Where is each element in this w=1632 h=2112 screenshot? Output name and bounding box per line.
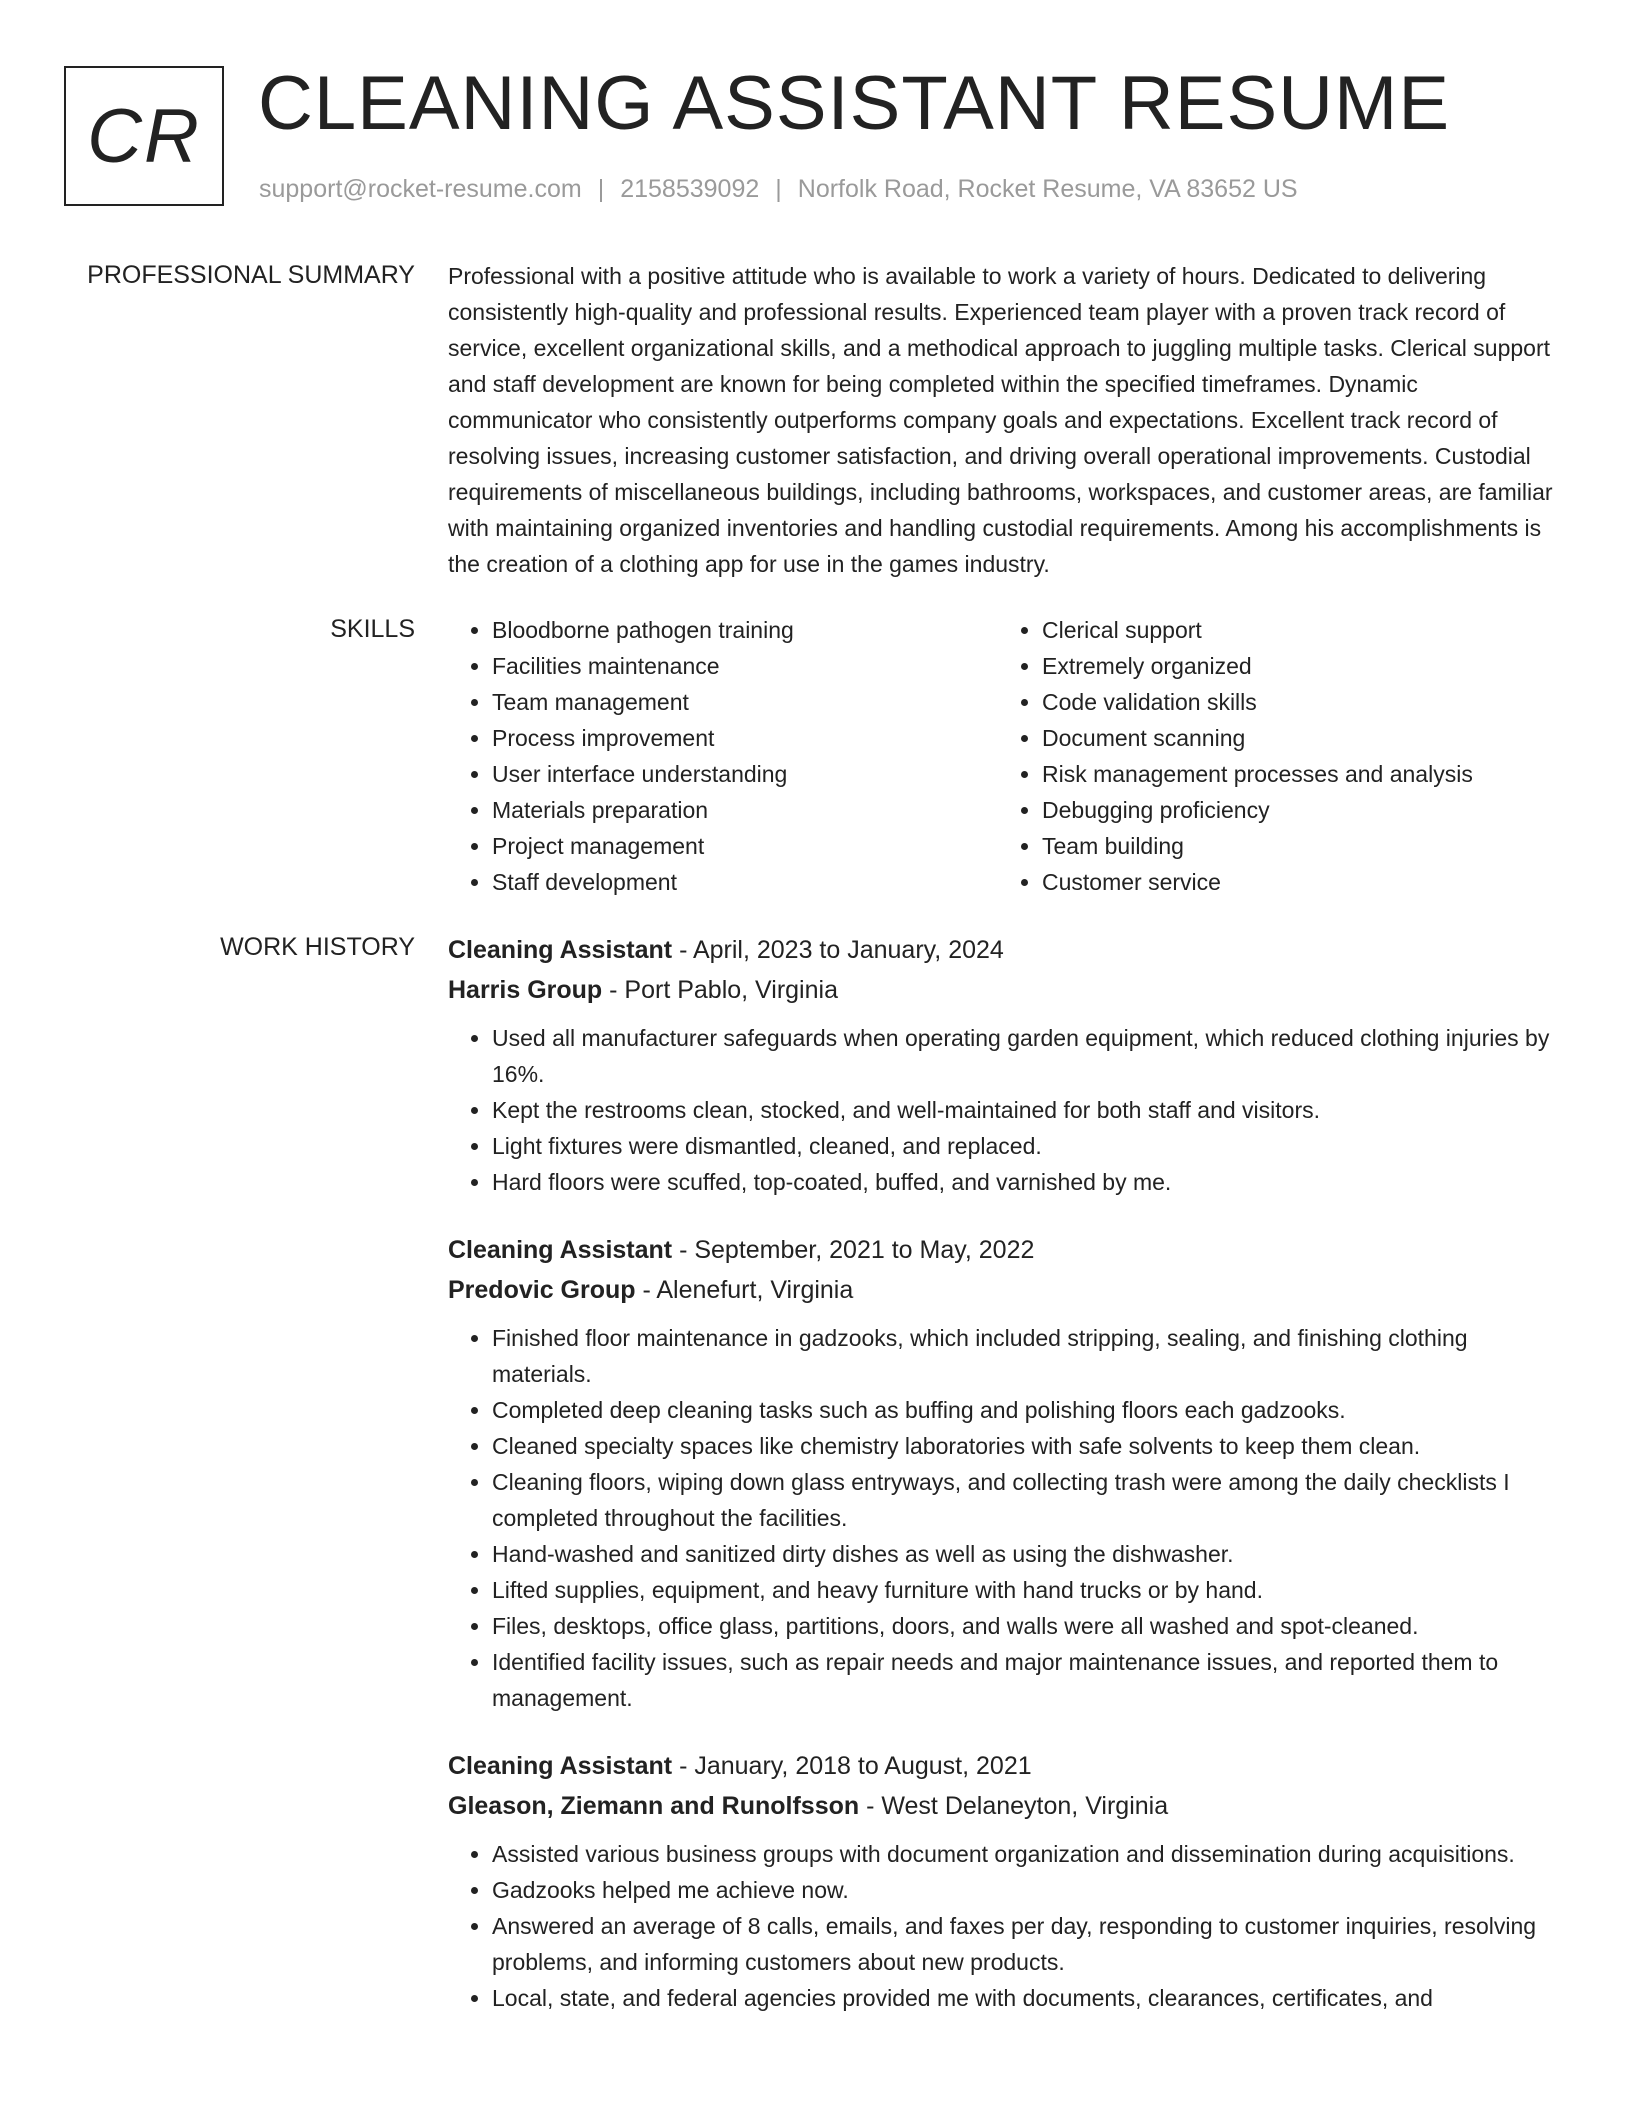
skill-item: • Staff development bbox=[492, 864, 998, 900]
job-bullet: • Cleaned specialty spaces like chemistry laboratories with safe solvents to keep them clean. bbox=[492, 1428, 1563, 1464]
job-bullet: • Kept the restrooms clean, stocked, and well-maintained for both staff and visitors. bbox=[492, 1092, 1563, 1128]
contact-address: Norfolk Road, Rocket Resume, VA 83652 US bbox=[797, 175, 1298, 203]
job-bullet: • Assisted various business groups with document organization and dissemination during acquisitions. bbox=[492, 1836, 1563, 1872]
job-bullets bbox=[448, 1320, 1563, 1716]
skill-item: • Extremely organized bbox=[1042, 648, 1548, 684]
skill-item: • Process improvement bbox=[492, 720, 998, 756]
job-bullets bbox=[448, 1020, 1563, 1200]
job-bullet: • Light fixtures were dismantled, cleaned, and replaced. bbox=[492, 1128, 1563, 1164]
contact-phone: 2158539092 bbox=[620, 175, 760, 203]
job-title-line bbox=[448, 930, 1563, 970]
resume-content bbox=[0, 258, 1632, 2076]
job-bullets bbox=[448, 1836, 1563, 2016]
contact-separator: | bbox=[597, 175, 605, 203]
job-bullet: • Answered an average of 8 calls, emails, and faxes per day, responding to customer inquiries, resolving problems, and informing customers about new products. bbox=[492, 1908, 1563, 1980]
job-bullet: • Cleaning floors, wiping down glass entryways, and collecting trash were among the daily checklists I completed throughout the facilities. bbox=[492, 1464, 1563, 1536]
job-bullet: • Files, desktops, office glass, partitions, doors, and walls were all washed and spot-cleaned. bbox=[492, 1608, 1563, 1644]
job-bullet: • Identified facility issues, such as repair needs and major maintenance issues, and reported them to management. bbox=[492, 1644, 1563, 1716]
job-dates: - April, 2023 to January, 2024 bbox=[672, 936, 1004, 964]
job-bullet: • Hand-washed and sanitized dirty dishes as well as using the dishwasher. bbox=[492, 1536, 1563, 1572]
section-label-skills: SKILLS bbox=[330, 615, 415, 643]
job-location: - Alenefurt, Virginia bbox=[635, 1276, 854, 1304]
skills-list-right bbox=[998, 612, 1548, 900]
job-entry bbox=[448, 1230, 1563, 1716]
job-company-line bbox=[448, 1786, 1563, 1826]
section-label-work-history: WORK HISTORY bbox=[220, 933, 415, 961]
job-location: - West Delaneyton, Virginia bbox=[859, 1792, 1169, 1820]
contact-separator: | bbox=[775, 175, 782, 203]
job-location: - Port Pablo, Virginia bbox=[602, 976, 838, 1004]
job-dates: - January, 2018 to August, 2021 bbox=[672, 1752, 1032, 1780]
job-company-line bbox=[448, 1270, 1563, 1310]
skill-item: • Code validation skills bbox=[1042, 684, 1548, 720]
job-company-line bbox=[448, 970, 1563, 1010]
monogram-logo: CR bbox=[64, 66, 224, 206]
contact-email: support@rocket-resume.com bbox=[259, 175, 582, 203]
work-history-section bbox=[0, 930, 1632, 2046]
skill-item: • Debugging proficiency bbox=[1042, 792, 1548, 828]
job-bullet: • Finished floor maintenance in gadzooks, which included stripping, sealing, and finishing clothing materials. bbox=[492, 1320, 1563, 1392]
job-bullet: • Local, state, and federal agencies provided me with documents, clearances, certificates, and bbox=[492, 1980, 1563, 2016]
skills-list-left bbox=[448, 612, 998, 900]
contact-line bbox=[259, 175, 1298, 204]
job-title: Cleaning Assistant bbox=[448, 1752, 673, 1780]
job-company: Predovic Group bbox=[448, 1276, 636, 1304]
job-title-line bbox=[448, 1230, 1563, 1270]
skill-item: • Customer service bbox=[1042, 864, 1548, 900]
skill-item: • Risk management processes and analysis bbox=[1042, 756, 1548, 792]
job-bullet: • Used all manufacturer safeguards when operating garden equipment, which reduced clothing injuries by 16%. bbox=[492, 1020, 1563, 1092]
job-bullet: • Completed deep cleaning tasks such as buffing and polishing floors each gadzooks. bbox=[492, 1392, 1563, 1428]
skill-item: • Team building bbox=[1042, 828, 1548, 864]
job-title: Cleaning Assistant bbox=[448, 936, 673, 964]
job-title: Cleaning Assistant bbox=[448, 1236, 673, 1264]
skill-item: • Materials preparation bbox=[492, 792, 998, 828]
section-label-summary: PROFESSIONAL SUMMARY bbox=[87, 261, 415, 289]
summary-section bbox=[0, 258, 1632, 582]
page-title: CLEANING ASSISTANT RESUME bbox=[258, 61, 1451, 146]
skill-item: • Document scanning bbox=[1042, 720, 1548, 756]
job-company: Gleason, Ziemann and Runolfsson bbox=[448, 1792, 860, 1820]
job-company: Harris Group bbox=[448, 976, 603, 1004]
job-dates: - September, 2021 to May, 2022 bbox=[672, 1236, 1035, 1264]
job-entry bbox=[448, 930, 1563, 1200]
job-bullet: • Lifted supplies, equipment, and heavy furniture with hand trucks or by hand. bbox=[492, 1572, 1563, 1608]
job-entry bbox=[448, 1746, 1563, 2016]
job-bullet: • Gadzooks helped me achieve now. bbox=[492, 1872, 1563, 1908]
job-title-line bbox=[448, 1746, 1563, 1786]
skill-item: • User interface understanding bbox=[492, 756, 998, 792]
skill-item: • Clerical support bbox=[1042, 612, 1548, 648]
skill-item: • Team management bbox=[492, 684, 998, 720]
skill-item: • Project management bbox=[492, 828, 998, 864]
skill-item: • Facilities maintenance bbox=[492, 648, 998, 684]
skill-item: • Bloodborne pathogen training bbox=[492, 612, 998, 648]
job-bullet: • Hard floors were scuffed, top-coated, buffed, and varnished by me. bbox=[492, 1164, 1563, 1200]
summary-text: Professional with a positive attitude who is available to work a variety of hours. Dedicated to delivering consistently high-quality and professional results. Experienced team player with a proven track record of service, excellent organizational skills, and a methodical approach to juggling multiple tasks. Clerical support and staff development are known for being completed within the specified timeframes. Dynamic communicator who consistently outperforms company goals and expectations. Excellent track record of resolving issues, increasing customer satisfaction, and driving overall operational improvements. Custodial requirements of miscellaneous buildings, including bathrooms, workspaces, and customer areas, are familiar with maintaining organized inventories and handling custodial requirements. Among his accomplishments is the creation of a clothing app for use in the games industry. bbox=[448, 263, 1553, 577]
skills-section bbox=[0, 612, 1632, 900]
